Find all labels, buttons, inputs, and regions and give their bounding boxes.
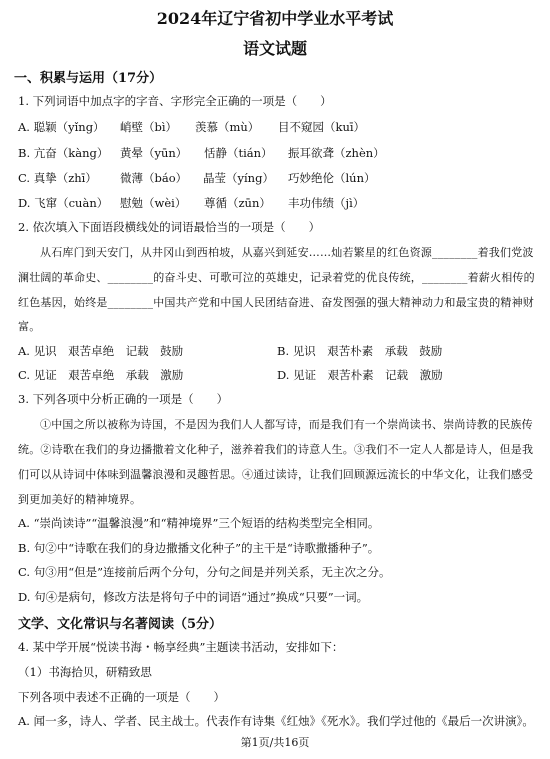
question-3-stem: 3. 下列各项中分析正确的一项是（ ） [18, 392, 229, 406]
q3-passage-line-3: 们可以从诗词中体味到温馨浪漫和灵趣哲思。④通过读诗，让我们回顾源远流长的中华文化，让我们感受 [18, 468, 534, 481]
question-2-stem: 2. 依次填入下面语段横线处的词语最恰当的一项是（ ） [18, 220, 321, 234]
q3-passage-line-1: ①中国之所以被称为诗国，不是因为我们人人都写诗，而是我们有一个崇尚读书、崇尚诗教的民族传 [40, 418, 533, 431]
q1-option-d-1: D. 飞窜（cuàn） [18, 196, 109, 210]
question-4-subheading: （1）书海拾贝，研精致思 [18, 665, 152, 679]
exam-title: 2024年辽宁省初中学业水平考试 [156, 9, 394, 28]
q3-option-c: C. 句③用“但是”连接前后两个分句，分句之间是并列关系，无主次之分。 [18, 565, 391, 579]
question-4-stem: 4. 某中学开展“悦读书海・畅享经典”主题读书活动，安排如下： [18, 640, 344, 654]
q2-passage-line-3: 红色基因，始终是________中国共产党和中国人民团结奋进、奋发图强的强大精神动力和最宝贵的精神财 [18, 296, 534, 309]
q1-option-c-2: 微薄（báo） [120, 171, 188, 185]
q2-passage-line-2: 澜壮阔的革命史、________的奋斗史、可歌可泣的英雄史，记录着党的优良传统，________着薪火相传的 [18, 271, 535, 284]
q3-passage-line-2: 统。②诗歌在我们的身边播撒着文化种子，滋养着我们的诗意人生。③我们不一定人人都是诗人，但是我 [18, 443, 534, 456]
q1-option-a-4: 目不窥园（kuī） [278, 120, 366, 134]
q1-option-a-3: 羡慕（mù） [195, 120, 260, 134]
section-heading-1: 一、积累与运用（17分） [14, 71, 163, 86]
q3-option-a: A. “崇尚读诗”“温馨浪漫”和“精神境界”三个短语的结构类型完全相同。 [18, 516, 380, 530]
question-4-prompt: 下列各项中表述不正确的一项是（ ） [18, 690, 225, 704]
q3-passage-line-4: 到更加美好的精神境界。 [18, 493, 142, 506]
q1-option-b-2: 黄晕（yūn） [120, 146, 188, 160]
exam-subtitle: 语文试题 [242, 39, 307, 58]
q1-option-d-4: 丰功伟绩（jì） [288, 196, 365, 210]
q1-option-b-3: 恬静（tián） [204, 146, 273, 160]
q2-option-d: D. 见证 艰苦朴素 记载 激励 [277, 368, 443, 382]
page-footer: 第1页/共16页 [240, 736, 310, 749]
q1-option-c-1: C. 真挚（zhī） [18, 171, 97, 185]
q1-option-b-4: 振耳欲聋（zhèn） [288, 146, 385, 160]
q1-option-a-2: 峭壁（bì） [120, 120, 178, 134]
q1-option-c-3: 晶莹（yíng） [203, 171, 274, 185]
q3-option-d: D. 句④是病句，修改方法是将句子中的词语“通过”换成“只要”一词。 [18, 590, 369, 604]
q2-option-a: A. 见识 艰苦卓绝 记载 鼓励 [18, 344, 184, 358]
q2-option-b: B. 见识 艰苦朴素 承载 鼓励 [277, 344, 443, 358]
q1-option-d-3: 尊循（zūn） [204, 196, 271, 210]
q3-option-b: B. 句②中“诗歌在我们的身边撒播文化种子”的主干是“诗歌撒播种子”。 [18, 541, 380, 555]
q1-option-a-1: A. 聪颖（yǐng） [18, 120, 105, 134]
q2-option-c: C. 见证 艰苦卓绝 承载 激励 [18, 368, 184, 382]
question-1-stem: 1. 下列词语中加点字的字音、字形完全正确的一项是（ ） [18, 94, 332, 108]
q1-option-b-1: B. 亢奋（kàng） [18, 146, 109, 160]
q2-passage-line-1: 从石库门到天安门，从井冈山到西柏坡，从嘉兴到延安……灿若繁星的红色资源________着我们党波 [40, 246, 534, 259]
q1-option-c-4: 巧妙绝伦（lún） [288, 171, 376, 185]
q4-option-a: A. 闻一多，诗人、学者、民主战士。代表作有诗集《红烛》《死水》。我们学过他的《最后一次讲演》。 [18, 714, 534, 728]
q1-option-d-2: 慰勉（wèi） [120, 196, 187, 210]
q2-passage-line-4: 富。 [18, 320, 41, 333]
section-heading-2: 文学、文化常识与名著阅读（5分） [18, 617, 223, 632]
